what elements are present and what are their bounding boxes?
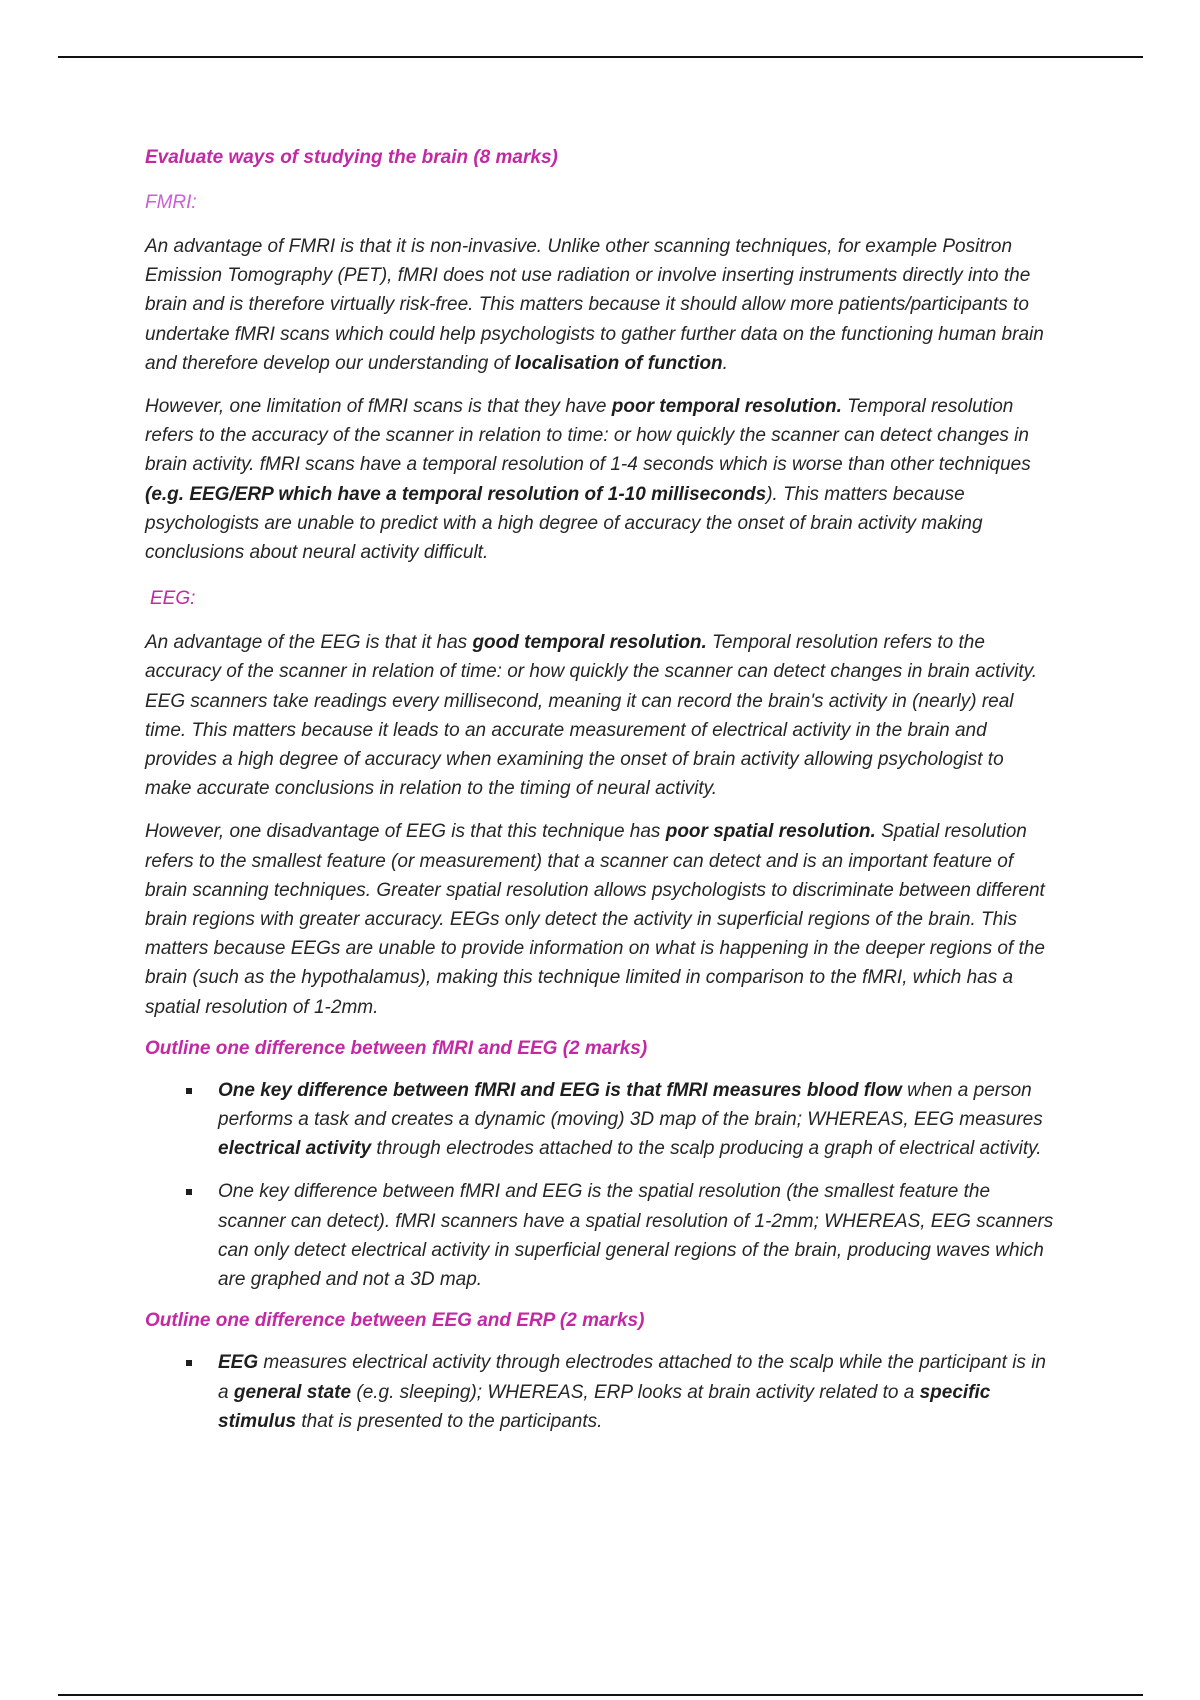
eeg-erp-difference-list <box>145 1348 1055 1436</box>
list-item <box>218 1348 1055 1436</box>
bold-text-run: EEG <box>218 1352 259 1374</box>
bold-text-run: poor spatial resolution. <box>665 821 876 843</box>
eeg-paragraph-disadvantage <box>145 817 1055 1021</box>
text-run: However, one limitation of fMRI scans is that they have <box>145 396 612 418</box>
fmri-eeg-difference-list <box>145 1076 1055 1294</box>
list-item <box>218 1177 1055 1294</box>
fmri-paragraph-advantage <box>145 232 1055 378</box>
document-body <box>145 145 1055 1436</box>
list-item <box>218 1076 1055 1164</box>
question-heading-fmri-vs-eeg: Outline one difference between fMRI and EEG (2 marks) <box>145 1037 648 1059</box>
list-item-text <box>218 1352 1046 1431</box>
eeg-paragraph-advantage <box>145 628 1055 803</box>
section-heading-eeg: EEG: <box>150 588 196 610</box>
list-item-text <box>218 1080 1043 1159</box>
text-run: when a person performs a task and creates a dynamic (moving) 3D map of the brain; WHEREAS, EEG measures <box>218 1079 1043 1131</box>
bold-text-run: One key difference between fMRI and EEG is that fMRI measures blood flow <box>218 1079 902 1101</box>
text-run: that is presented to the participants. <box>296 1410 603 1432</box>
bold-text-run: specific stimulus <box>218 1381 991 1432</box>
question-heading-eeg-vs-erp: Outline one difference between EEG and ERP (2 marks) <box>145 1310 645 1332</box>
bold-text-run: general state <box>233 1381 352 1403</box>
square-bullet-icon <box>186 1088 192 1094</box>
text-run: Spatial resolution refers to the smallest feature (or measurement) that a scanner can detect and is an important feature of brain scanning techniques. Greater spatial resolution allows psychologists to discriminate between different brain regions with greater accuracy. EEGs only detect the activity in superficial regions of the brain. This matters because EEGs are unable to provide information on what is happening in the deeper regions of the brain (such as the hypothalamus), making this technique limited in comparison to the fMRI, which has a spatial resolution of 1-2mm. <box>145 821 1045 1018</box>
text-run: through electrodes attached to the scalp producing a graph of electrical activity. <box>371 1138 1042 1160</box>
bold-text-run: (e.g. EEG/ERP which have a temporal resolution of 1-10 milliseconds <box>145 483 767 505</box>
text-run: One key difference between fMRI and EEG is the spatial resolution (the smallest feature the scanner can detect). fMRI scanners have a spatial resolution of 1-2mm; WHEREAS, EEG scanners can only detect electrical activity in superficial general regions of the brain, producing waves which are graphed and not a 3D map. <box>218 1181 1054 1291</box>
header-rule <box>58 56 1143 58</box>
text-run: However, one disadvantage of EEG is that this technique has <box>145 821 666 843</box>
square-bullet-icon <box>186 1189 192 1195</box>
text-run: An advantage of FMRI is that it is non-invasive. Unlike other scanning techniques, for example Positron Emission Tomography (PET), fMRI does not use radiation or involve inserting instruments directly into the brain and is therefore virtually risk-free. This matters because it should allow more patients/participants to undertake fMRI scans which could help psychologists to gather further data on the functioning human brain and therefore develop our understanding of <box>145 236 1044 374</box>
bold-text-run: electrical activity <box>218 1138 372 1160</box>
text-run: Temporal resolution refers to the accuracy of the scanner in relation of time: or how quickly the scanner can detect changes in brain activity. EEG scanners take readings every millisecond, meaning it can record the brain's activity in (nearly) real time. This matters because it leads to an accurate measurement of electrical activity in the brain and provides a high degree of accuracy when examining the onset of brain activity allowing psychologist to make accurate conclusions in relation to the timing of neural activity. <box>145 632 1038 800</box>
text-run: (e.g. sleeping); WHEREAS, ERP looks at brain activity related to a <box>351 1381 920 1403</box>
bold-text-run: localisation of function <box>514 352 723 374</box>
section-heading-fmri: FMRI: <box>145 192 197 213</box>
page-title: Evaluate ways of studying the brain (8 marks) <box>145 147 558 168</box>
text-run: Temporal resolution refers to the accuracy of the scanner in relation to time: or how quickly the scanner can detect changes in brain activity. fMRI scans have a temporal resolution of 1-4 seconds which is worse than other techniques <box>145 396 1031 476</box>
bold-text-run: good temporal resolution. <box>472 632 707 654</box>
footer-rule <box>58 1694 1143 1696</box>
fmri-paragraph-limitation <box>145 392 1055 567</box>
text-run: ). This matters because psychologists are unable to predict with a high degree of accuracy the onset of brain activity making conclusions about neural activity difficult. <box>145 483 983 564</box>
text-run: measures electrical activity through electrodes attached to the scalp while the participant is in a <box>218 1352 1046 1403</box>
text-run: . <box>722 352 728 374</box>
bold-text-run: poor temporal resolution. <box>611 396 842 418</box>
square-bullet-icon <box>186 1360 192 1366</box>
list-item-text <box>218 1181 1053 1290</box>
text-run: An advantage of the EEG is that it has <box>145 632 473 654</box>
